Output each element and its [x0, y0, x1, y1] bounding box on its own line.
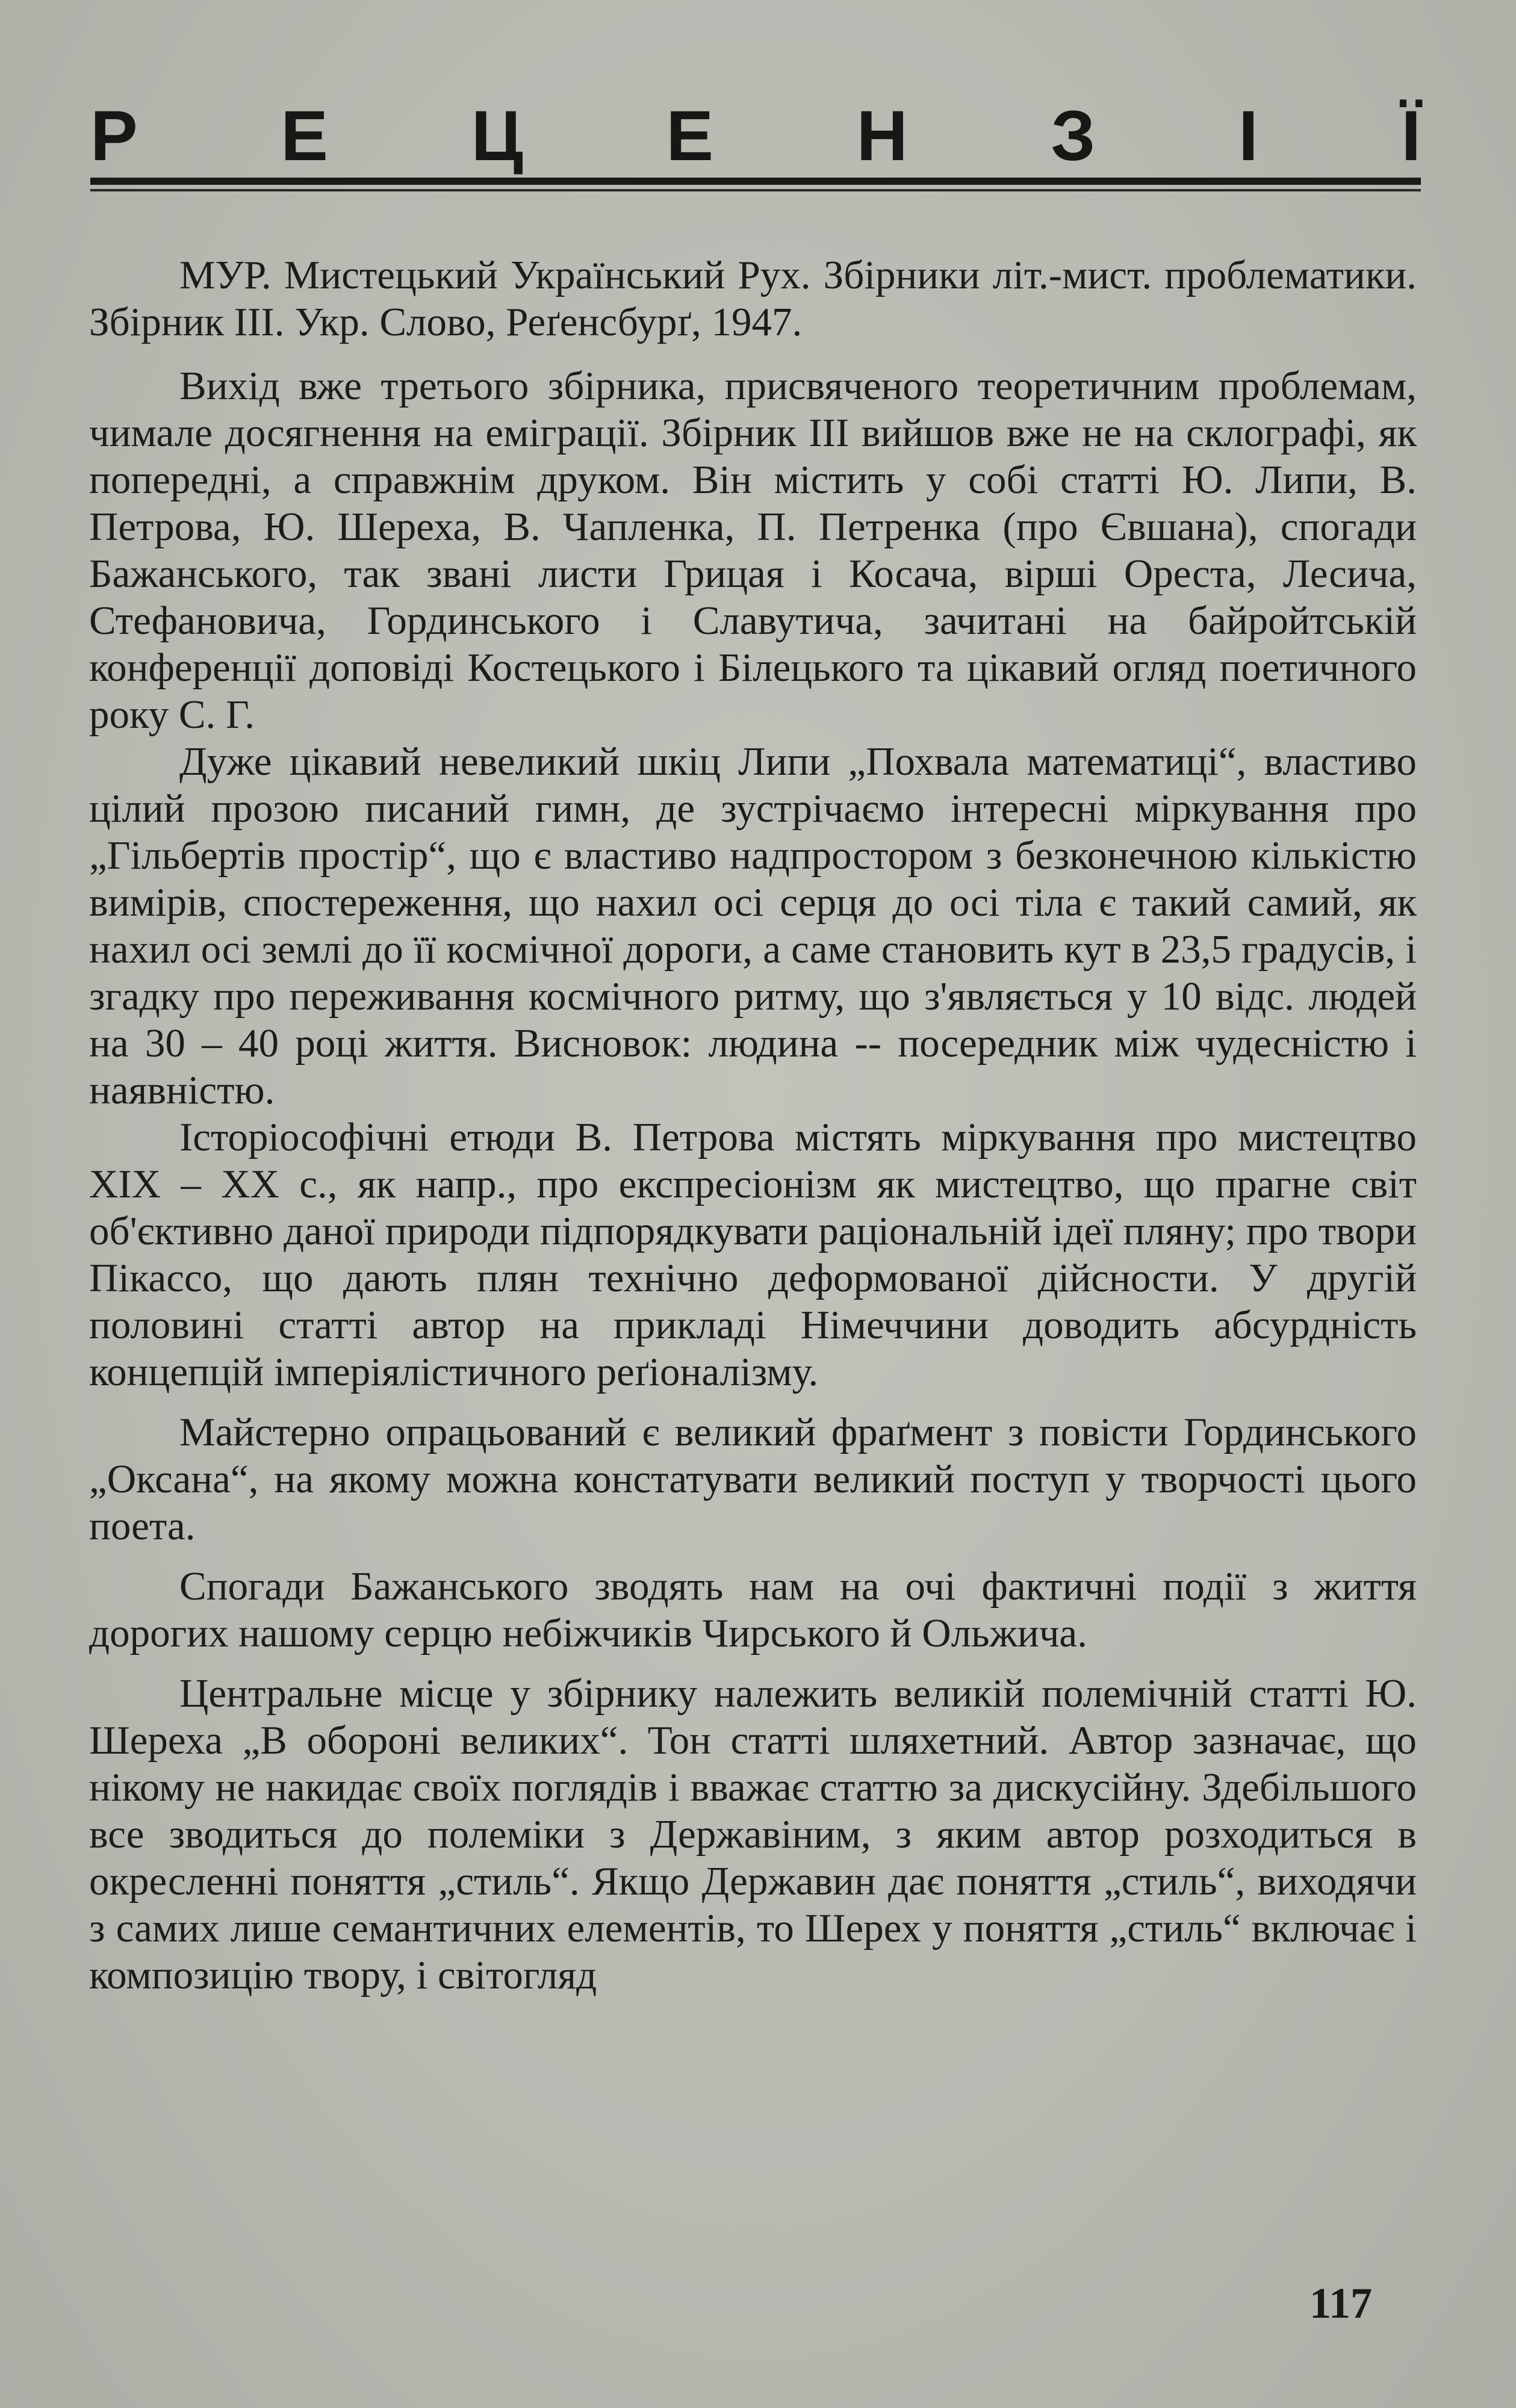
body-paragraph: Майстерно опрацьований є великий фраґмент з повісти Гординського „Оксана“, на якому можна констатувати великий поступ у творчості цього поета.	[89, 1410, 1417, 1548]
heading-letter: Р	[90, 96, 138, 176]
heading-letter: З	[1051, 96, 1096, 176]
heading-letter: Ї	[1401, 96, 1421, 176]
body-paragraph: Центральне місце у збірнику належить великій полемічній статті Ю. Шереха „В обороні великих“. Тон статті шляхетний. Автор зазначає, що нікому не накидає своїх поглядів і вважає статтю за дискусійну. Здебільшого все зводиться до полеміки з Державіним, з яким автор розходиться в окресленні поняття „стиль“. Якщо Державин дає поняття „стиль“, виходячи з самих лише семантичних елементів, то Шерех у поняття „стиль“ включає і композицію твору, і світогляд	[89, 1671, 1417, 1997]
citation-paragraph: МУР. Мистецький Український Рух. Збірники літ.-мист. проблематики. Збірник ІІІ. Укр. Слово, Реґенсбурґ, 1947.	[89, 253, 1417, 344]
heading-letter: Е	[281, 96, 329, 176]
page-number: 117	[1309, 2279, 1373, 2327]
body-paragraph: Дуже цікавий невеликий шкіц Липи „Похвала математиці“, властиво цілий прозою писаний гимн, де зустрічаємо інтересні міркування про „Гільбертів простір“, що є властиво надпростором з безконечною кількістю вимірів, спостереження, що нахил осі серця до осі тіла є такий самий, як нахил осі землі до її космічної дороги, а саме становить кут в 23,5 градусів, і згадку про переживання космічного ритму, що з'являється у 10 відс. людей на 30 – 40 році життя. Висновок: людина -- посередник між чудесністю і наявністю.	[89, 739, 1417, 1112]
heading-letter: І	[1238, 96, 1258, 176]
body-paragraph: Спогади Бажанського зводять нам на очі фактичні події з життя дорогих нашому серцю небіжчиків Чирського й Ольжича.	[89, 1564, 1417, 1656]
heading-rule-thin	[90, 189, 1421, 191]
heading-letter: Ц	[471, 96, 523, 176]
heading-letter: Н	[856, 96, 908, 176]
review-text	[89, 252, 1417, 1999]
body-paragraph: Вихід вже третього збірника, присвяченого теоретичним проблемам, чимале досягнення на еміграції. Збірник ІІІ вийшов вже не на склографі, як попередні, а справжнім друком. Він містить у собі статті Ю. Липи, В. Петрова, Ю. Шереха, В. Чапленка, П. Петренка (про Євшана), спогади Бажанського, так звані листи Грицая і Косача, вірші Ореста, Лесича, Стефановича, Гординського і Славутича, зачитані на байройтській конференції доповіді Костецького і Білецького та цікавий огляд поетичного року С. Г.	[89, 364, 1417, 737]
heading-letter: Е	[666, 96, 714, 176]
heading-rule-thick	[90, 178, 1421, 185]
body-paragraph: Історіософічні етюди В. Петрова містять міркування про мистецтво ХІХ – ХХ с., як напр., про експресіонізм як мистецтво, що прагне світ об'єктивно даної природи підпорядкувати раціональній ідеї пляну; про твори Пікассо, що дають плян технічно деформованої дійсности. У другій половині статті автор на прикладі Німеччини доводить абсурдність концепцій імперіялістичного реґіоналізму.	[89, 1115, 1417, 1394]
section-heading	[90, 96, 1421, 176]
